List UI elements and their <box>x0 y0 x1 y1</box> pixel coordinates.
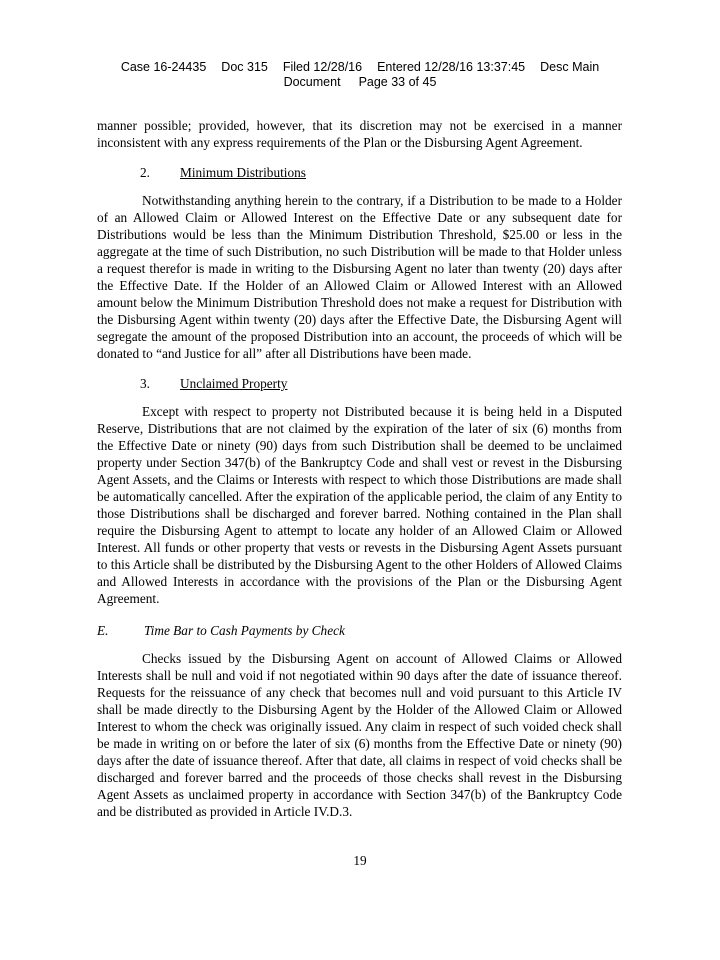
case-number: Case 16-24435 <box>120 60 207 74</box>
ecf-stamp-line1 <box>0 60 720 74</box>
entered-timestamp: Entered 12/28/16 13:37:45 <box>377 60 526 74</box>
heading-number: 2. <box>140 165 150 180</box>
heading-minimum-distributions <box>97 164 622 181</box>
page-of-label: Page 33 of 45 <box>358 74 437 89</box>
paragraph-unclaimed-property: Except with respect to property not Distributed because it is being held in a Disputed Reserve, Distributions that are not claimed by the expiration of the later of six (6) months from the Effective Date or ninety (90) days from such Distribution shall be deemed to be unclaimed property under Section 347(b) of the Bankruptcy Code and shall vest or revest in the Disbursing Agent Assets, and the Claims or Interests with respect to which those Distributions are made shall be automatically cancelled. After the expiration of the applicable period, the claim of any Entity to those Distributions shall be discharged and forever barred. Nothing contained in the Plan shall require the Disbursing Agent to attempt to locate any holder of an Allowed Claim or Allowed Interest. All funds or other property that vests or revests in the Disbursing Agent Assets pursuant to this Article shall be distributed by the Disbursing Agent to the other Holders of Allowed Claims and Allowed Interests in accordance with the provisions of the Plan or the Disbursing Agent Agreement. <box>97 404 622 606</box>
heading-title: Minimum Distributions <box>180 165 306 180</box>
page-number: 19 <box>353 853 367 868</box>
heading-number: 3. <box>140 376 150 391</box>
filed-date: Filed 12/28/16 <box>282 60 363 74</box>
ecf-stamp-line2 <box>0 75 720 89</box>
heading-title: Unclaimed Property <box>180 376 288 391</box>
paragraph-intro-continuation: manner possible; provided, however, that its discretion may not be exercised in a manner inconsistent with any express requirements of the Plan or the Disbursing Agent Agreement. <box>97 118 622 150</box>
desc-label: Desc Main <box>540 60 600 74</box>
heading-letter: E. <box>97 623 109 638</box>
doc-number: Doc 315 <box>221 60 268 74</box>
heading-time-bar <box>97 622 622 639</box>
ecf-header-stamp <box>0 60 720 89</box>
paragraph-minimum-distributions: Notwithstanding anything herein to the contrary, if a Distribution to be made to a Holder of an Allowed Claim or Allowed Interest on the Effective Date or any subsequent date for Distributions would be less than the Minimum Distribution Threshold, $25.00 or less in the aggregate at the time of such Distribution, no such Distribution will be made to that Holder unless a request therefor is made in writing to the Disbursing Agent no later than twenty (20) days after the Effective Date. If the Holder of an Allowed Claim or Allowed Interest with an Allowed amount below the Minimum Distribution Threshold does not make a request for Distribution with the Disbursing Agent within twenty (20) days after the Effective Date, the Disbursing Agent will segregate the amount of the proposed Distribution into an account, the proceeds of which will be donated to “and Justice for all” after all Distributions have been made. <box>97 193 622 361</box>
document-body <box>97 117 622 831</box>
paragraph-time-bar: Checks issued by the Disbursing Agent on account of Allowed Claims or Allowed Interests shall be null and void if not negotiated within 90 days after the date of issuance thereof. Requests for the reissuance of any check that becomes null and void pursuant to this Article IV shall be made directly to the Disbursing Agent by the Holder of the Allowed Claim or Allowed Interest to whom the check was originally issued. Any claim in respect of such voided check shall be made in writing on or before the later of six (6) months from the Effective Date or ninety (90) days after the date of issuance thereof. After that date, all claims in respect of void checks shall be discharged and forever barred and the proceeds of those checks shall revest in the Disbursing Agent Assets as unclaimed property in accordance with Section 347(b) of the Bankruptcy Code and be distributed as provided in Article IV.D.3. <box>97 651 622 819</box>
heading-title: Time Bar to Cash Payments by Check <box>144 623 345 638</box>
heading-unclaimed-property <box>97 375 622 392</box>
document-label: Document <box>283 74 341 89</box>
